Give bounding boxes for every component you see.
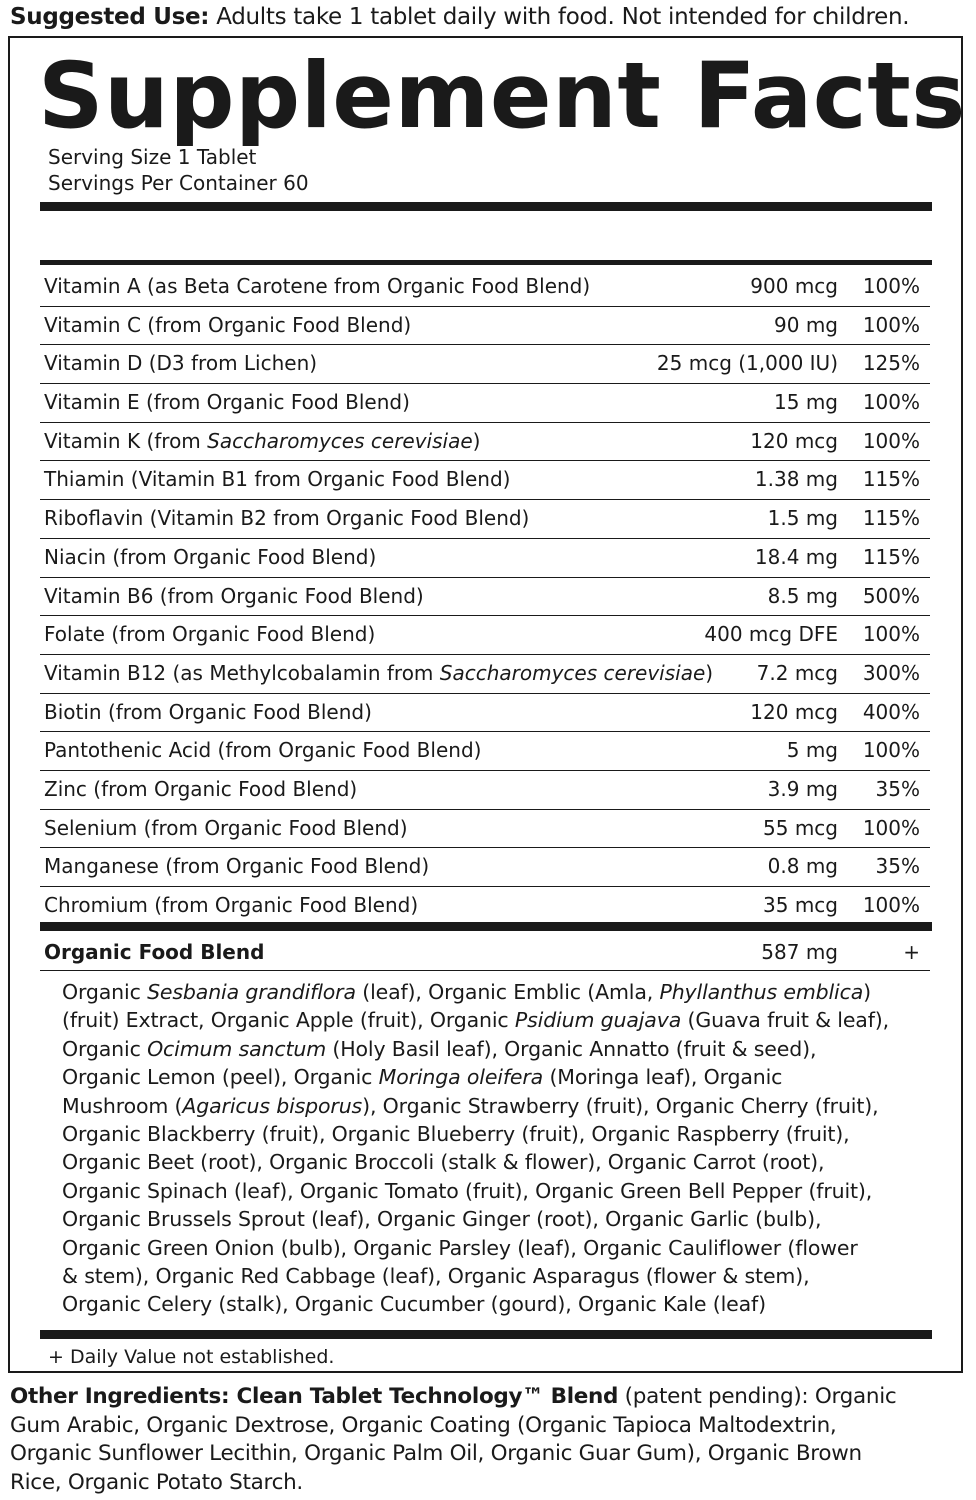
nutrient-dv: 100% — [862, 274, 920, 298]
other-ingredients-line1: (patent pending): Organic — [618, 1384, 897, 1409]
blend-divider — [40, 922, 932, 931]
nutrient-dv: 115% — [862, 506, 920, 531]
nutrient-row — [40, 848, 930, 887]
nutrient-amount: 15 mg — [774, 390, 838, 415]
nutrient-name: Niacin (from Organic Food Blend) — [44, 544, 377, 569]
nutrient-name: Chromium (from Organic Food Blend) — [44, 893, 419, 917]
nutrient-dv: 400% — [862, 699, 920, 724]
blend-ingredient-line: Organic Brussels Sprout (leaf), Organic Ginger (root), Organic Garlic (bulb), — [62, 1207, 822, 1232]
nutrient-dv: 100% — [862, 738, 920, 763]
nutrient-row — [40, 461, 930, 500]
other-ingredients-line — [10, 1383, 970, 1412]
other-ingredients — [10, 1383, 970, 1497]
nutrient-name: Folate (from Organic Food Blend) — [44, 622, 376, 647]
panel-title: Supplement Facts — [38, 44, 966, 149]
nutrient-row — [40, 384, 930, 423]
suggested-use — [10, 2, 970, 32]
nutrient-amount: 0.8 mg — [767, 854, 838, 879]
blend-ingredient-line: Organic Ocimum sanctum (Holy Basil leaf), Organic Annatto (fruit & seed), — [62, 1036, 817, 1061]
nutrient-dv: 35% — [875, 854, 920, 879]
blend-row — [40, 932, 930, 971]
blend-ingredient-line: Organic Beet (root), Organic Broccoli (stalk & flower), Organic Carrot (root), — [62, 1150, 825, 1175]
nutrient-row — [40, 345, 930, 384]
nutrient-table — [40, 268, 930, 926]
nutrient-name: Vitamin K (from Saccharomyces cerevisiae) — [44, 428, 481, 453]
nutrient-name: Biotin (from Organic Food Blend) — [44, 699, 372, 724]
blend-ingredient-line: (fruit) Extract, Organic Apple (fruit), Organic Psidium guajava (Guava fruit & leaf), — [62, 1008, 889, 1033]
nutrient-row — [40, 423, 930, 462]
nutrient-name: Vitamin B6 (from Organic Food Blend) — [44, 583, 424, 608]
nutrient-row — [40, 887, 930, 926]
other-ingredients-line: Rice, Organic Potato Starch. — [10, 1469, 303, 1495]
nutrient-amount: 35 mcg — [763, 893, 838, 917]
blend-amount: 587 mg — [761, 940, 838, 964]
nutrient-row — [40, 616, 930, 655]
blend-ingredient-line: Organic Green Onion (bulb), Organic Parsley (leaf), Organic Cauliflower (flower — [62, 1235, 858, 1260]
nutrient-row — [40, 500, 930, 539]
blend-ingredient-line: Organic Blackberry (fruit), Organic Blueberry (fruit), Organic Raspberry (fruit), — [62, 1122, 850, 1147]
nutrient-dv: 100% — [862, 390, 920, 415]
other-ingredients-line: Organic Sunflower Lecithin, Organic Palm Oil, Organic Guar Gum), Organic Brown — [10, 1441, 862, 1467]
nutrient-amount: 900 mcg — [750, 274, 838, 298]
nutrient-amount: 18.4 mg — [754, 544, 838, 569]
blend-ingredient-line: Organic Lemon (peel), Organic Moringa oleifera (Moringa leaf), Organic — [62, 1065, 783, 1090]
nutrient-row — [40, 694, 930, 733]
nutrient-name: Selenium (from Organic Food Blend) — [44, 815, 408, 840]
blend-name: Organic Food Blend — [44, 940, 265, 964]
nutrient-row — [40, 771, 930, 810]
blend-ingredients — [62, 978, 932, 1319]
serving-size: Serving Size 1 Tablet — [48, 145, 257, 169]
blend-ingredient-line: Organic Spinach (leaf), Organic Tomato (fruit), Organic Green Bell Pepper (fruit), — [62, 1178, 873, 1203]
blend-ingredient-line: Organic Sesbania grandiflora (leaf), Organic Emblic (Amla, Phyllanthus emblica) — [62, 980, 871, 1004]
nutrient-dv: 100% — [862, 622, 920, 647]
nutrient-dv: 100% — [862, 312, 920, 337]
nutrient-amount: 1.38 mg — [754, 467, 838, 492]
footnote: + Daily Value not established. — [48, 1346, 335, 1368]
supplement-facts-panel — [8, 36, 966, 1373]
header-divider — [40, 260, 932, 265]
nutrient-amount: 55 mcg — [763, 815, 838, 840]
nutrient-amount: 400 mcg DFE — [704, 622, 838, 647]
nutrient-dv: 500% — [862, 583, 920, 608]
nutrient-name: Manganese (from Organic Food Blend) — [44, 854, 430, 879]
nutrient-dv: 35% — [875, 776, 920, 801]
nutrient-amount: 3.9 mg — [767, 776, 838, 801]
blend-ingredient-line: Organic Celery (stalk), Organic Cucumber (gourd), Organic Kale (leaf) — [62, 1292, 766, 1317]
servings-per-container: Servings Per Container 60 — [48, 171, 309, 195]
nutrient-name: Vitamin C (from Organic Food Blend) — [44, 312, 412, 337]
nutrient-row — [40, 732, 930, 771]
nutrient-amount: 5 mg — [786, 738, 838, 763]
nutrient-row — [40, 268, 930, 307]
nutrient-amount: 25 mcg (1,000 IU) — [656, 351, 838, 376]
other-ingredients-list — [10, 1412, 970, 1498]
nutrient-row — [40, 810, 930, 849]
suggested-use-text: Adults take 1 tablet daily with food. Not intended for children. — [209, 4, 910, 30]
nutrient-amount: 1.5 mg — [767, 506, 838, 531]
nutrient-dv: 100% — [862, 815, 920, 840]
nutrient-dv: 125% — [862, 351, 920, 376]
nutrient-amount: 120 mcg — [750, 699, 838, 724]
nutrient-row — [40, 307, 930, 346]
nutrient-dv: 115% — [862, 544, 920, 569]
other-ingredients-label: Other Ingredients: Clean Tablet Technology™ Blend — [10, 1384, 619, 1409]
nutrient-name: Vitamin D (D3 from Lichen) — [44, 351, 318, 376]
blend-dv: + — [903, 940, 920, 964]
blend-ingredient-line: & stem), Organic Red Cabbage (leaf), Organic Asparagus (flower & stem), — [62, 1264, 810, 1289]
nutrient-row — [40, 655, 930, 694]
nutrient-row — [40, 578, 930, 617]
nutrient-dv: 115% — [862, 467, 920, 492]
nutrient-name: Vitamin B12 (as Methylcobalamin from Saccharomyces cerevisiae) — [44, 660, 714, 685]
nutrient-name: Thiamin (Vitamin B1 from Organic Food Blend) — [44, 467, 511, 492]
nutrient-row — [40, 539, 930, 578]
nutrient-dv: 100% — [862, 893, 920, 917]
nutrient-name: Zinc (from Organic Food Blend) — [44, 776, 358, 801]
nutrient-amount: 8.5 mg — [767, 583, 838, 608]
nutrient-name: Vitamin A (as Beta Carotene from Organic Food Blend) — [44, 274, 591, 298]
blend-ingredient-line: Mushroom (Agaricus bisporus), Organic Strawberry (fruit), Organic Cherry (fruit), — [62, 1093, 879, 1118]
footer-divider — [40, 1330, 932, 1339]
other-ingredients-line: Gum Arabic, Organic Dextrose, Organic Coating (Organic Tapioca Maltodextrin, — [10, 1412, 837, 1438]
nutrient-dv: 100% — [862, 428, 920, 453]
suggested-use-label: Suggested Use: — [10, 4, 210, 30]
nutrient-name: Pantothenic Acid (from Organic Food Blend) — [44, 738, 482, 763]
nutrient-dv: 300% — [862, 660, 920, 685]
nutrient-amount: 7.2 mcg — [756, 660, 838, 685]
nutrient-amount: 120 mcg — [750, 428, 838, 453]
nutrient-amount: 90 mg — [774, 312, 838, 337]
nutrient-name: Riboflavin (Vitamin B2 from Organic Food Blend) — [44, 506, 530, 531]
thick-divider — [40, 202, 932, 211]
nutrient-name: Vitamin E (from Organic Food Blend) — [44, 390, 410, 415]
